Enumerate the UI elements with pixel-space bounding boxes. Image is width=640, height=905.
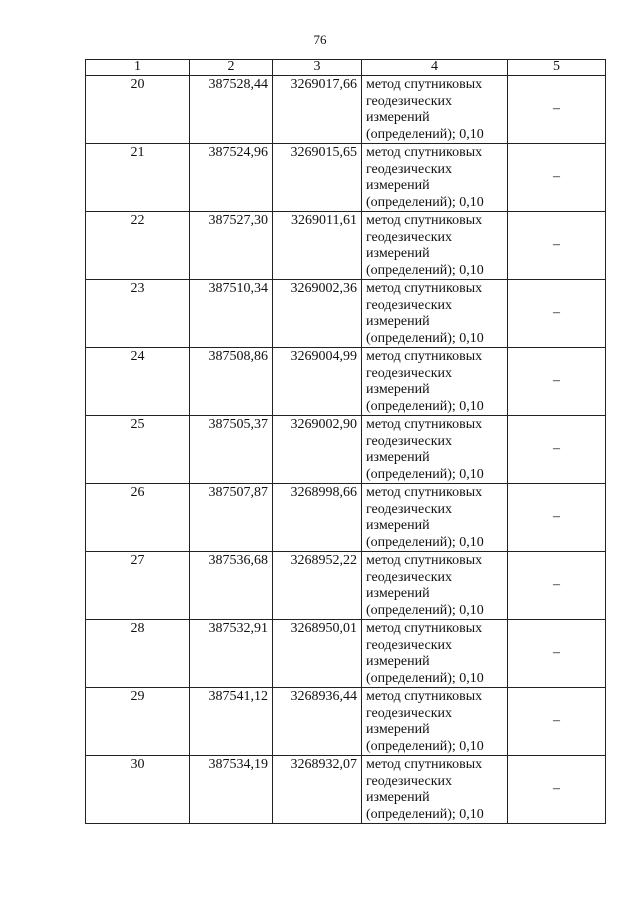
point-number-cell: 22 bbox=[86, 212, 190, 280]
table-row bbox=[86, 756, 606, 824]
note-cell: – bbox=[508, 620, 606, 688]
method-text-line: геодезических bbox=[366, 637, 453, 653]
method-text-line: измерений bbox=[366, 246, 430, 261]
method-text-line: (определений); 0,10 bbox=[366, 466, 484, 482]
method-cell bbox=[362, 416, 508, 484]
column-header: 2 bbox=[190, 60, 273, 76]
method-text-line: метод спутниковых bbox=[366, 145, 483, 160]
method-text-line: измерений bbox=[366, 722, 430, 737]
x-coordinate-cell: 387534,19 bbox=[190, 756, 273, 824]
method-text-line: (определений); 0,10 bbox=[366, 534, 484, 550]
x-coordinate-cell: 387524,96 bbox=[190, 144, 273, 212]
point-number-cell: 23 bbox=[86, 280, 190, 348]
method-text-line: геодезических bbox=[366, 773, 453, 789]
method-text-line: геодезических bbox=[366, 161, 453, 177]
x-coordinate-cell: 387541,12 bbox=[190, 688, 273, 756]
method-text-line: (определений); 0,10 bbox=[366, 738, 484, 754]
table-row bbox=[86, 416, 606, 484]
y-coordinate-cell: 3269002,36 bbox=[273, 280, 362, 348]
method-text-line: (определений); 0,10 bbox=[366, 330, 484, 346]
method-text-line: (определений); 0,10 bbox=[366, 126, 484, 142]
y-coordinate-cell: 3268950,01 bbox=[273, 620, 362, 688]
note-cell: – bbox=[508, 756, 606, 824]
point-number-cell: 24 bbox=[86, 348, 190, 416]
method-cell bbox=[362, 688, 508, 756]
method-cell bbox=[362, 756, 508, 824]
method-text-line: метод спутниковых bbox=[366, 757, 483, 772]
y-coordinate-cell: 3268936,44 bbox=[273, 688, 362, 756]
method-text-line: метод спутниковых bbox=[366, 689, 483, 704]
method-cell bbox=[362, 212, 508, 280]
y-coordinate-cell: 3269011,61 bbox=[273, 212, 362, 280]
x-coordinate-cell: 387505,37 bbox=[190, 416, 273, 484]
method-text-line: (определений); 0,10 bbox=[366, 194, 484, 210]
method-text-line: геодезических bbox=[366, 93, 453, 109]
method-text-line: измерений bbox=[366, 790, 430, 805]
method-text-line: измерений bbox=[366, 178, 430, 193]
method-text-line: (определений); 0,10 bbox=[366, 262, 484, 278]
table-row bbox=[86, 552, 606, 620]
point-number-cell: 25 bbox=[86, 416, 190, 484]
x-coordinate-cell: 387532,91 bbox=[190, 620, 273, 688]
column-header: 3 bbox=[273, 60, 362, 76]
method-cell bbox=[362, 76, 508, 144]
table-row bbox=[86, 688, 606, 756]
method-text-line: измерений bbox=[366, 654, 430, 669]
y-coordinate-cell: 3268998,66 bbox=[273, 484, 362, 552]
method-text-line: измерений bbox=[366, 110, 430, 125]
column-header: 5 bbox=[508, 60, 606, 76]
method-text-line: геодезических bbox=[366, 365, 453, 381]
method-text-line: измерений bbox=[366, 382, 430, 397]
method-text-line: метод спутниковых bbox=[366, 553, 483, 568]
note-cell: – bbox=[508, 484, 606, 552]
method-text-line: метод спутниковых bbox=[366, 77, 483, 92]
note-cell: – bbox=[508, 212, 606, 280]
column-header: 1 bbox=[86, 60, 190, 76]
method-text-line: метод спутниковых bbox=[366, 485, 483, 500]
method-cell bbox=[362, 144, 508, 212]
method-text-line: измерений bbox=[366, 450, 430, 465]
method-text-line: метод спутниковых bbox=[366, 213, 483, 228]
x-coordinate-cell: 387508,86 bbox=[190, 348, 273, 416]
method-text-line: геодезических bbox=[366, 433, 453, 449]
method-cell bbox=[362, 552, 508, 620]
method-text-line: геодезических bbox=[366, 297, 453, 313]
note-cell: – bbox=[508, 280, 606, 348]
method-text-line: (определений); 0,10 bbox=[366, 806, 484, 822]
method-text-line: (определений); 0,10 bbox=[366, 602, 484, 618]
point-number-cell: 30 bbox=[86, 756, 190, 824]
y-coordinate-cell: 3269015,65 bbox=[273, 144, 362, 212]
method-cell bbox=[362, 348, 508, 416]
method-text-line: метод спутниковых bbox=[366, 281, 483, 296]
point-number-cell: 21 bbox=[86, 144, 190, 212]
coordinates-table bbox=[85, 59, 606, 824]
x-coordinate-cell: 387528,44 bbox=[190, 76, 273, 144]
y-coordinate-cell: 3269017,66 bbox=[273, 76, 362, 144]
y-coordinate-cell: 3268952,22 bbox=[273, 552, 362, 620]
method-cell bbox=[362, 280, 508, 348]
table-row bbox=[86, 484, 606, 552]
table-row bbox=[86, 620, 606, 688]
method-text-line: измерений bbox=[366, 586, 430, 601]
y-coordinate-cell: 3269004,99 bbox=[273, 348, 362, 416]
method-text-line: геодезических bbox=[366, 501, 453, 517]
method-text-line: метод спутниковых bbox=[366, 621, 483, 636]
y-coordinate-cell: 3269002,90 bbox=[273, 416, 362, 484]
table-row bbox=[86, 280, 606, 348]
method-text-line: (определений); 0,10 bbox=[366, 398, 484, 414]
header-row bbox=[86, 60, 606, 76]
column-header: 4 bbox=[362, 60, 508, 76]
y-coordinate-cell: 3268932,07 bbox=[273, 756, 362, 824]
note-cell: – bbox=[508, 76, 606, 144]
note-cell: – bbox=[508, 416, 606, 484]
point-number-cell: 29 bbox=[86, 688, 190, 756]
x-coordinate-cell: 387507,87 bbox=[190, 484, 273, 552]
note-cell: – bbox=[508, 552, 606, 620]
method-text-line: метод спутниковых bbox=[366, 349, 483, 364]
method-text-line: геодезических bbox=[366, 705, 453, 721]
point-number-cell: 28 bbox=[86, 620, 190, 688]
method-text-line: измерений bbox=[366, 518, 430, 533]
method-text-line: метод спутниковых bbox=[366, 417, 483, 432]
method-text-line: измерений bbox=[366, 314, 430, 329]
point-number-cell: 26 bbox=[86, 484, 190, 552]
point-number-cell: 27 bbox=[86, 552, 190, 620]
table-row bbox=[86, 348, 606, 416]
note-cell: – bbox=[508, 688, 606, 756]
page-number: 76 bbox=[313, 32, 327, 47]
table-row bbox=[86, 76, 606, 144]
x-coordinate-cell: 387527,30 bbox=[190, 212, 273, 280]
x-coordinate-cell: 387536,68 bbox=[190, 552, 273, 620]
point-number-cell: 20 bbox=[86, 76, 190, 144]
table-body bbox=[86, 76, 606, 824]
note-cell: – bbox=[508, 144, 606, 212]
x-coordinate-cell: 387510,34 bbox=[190, 280, 273, 348]
note-cell: – bbox=[508, 348, 606, 416]
method-cell bbox=[362, 620, 508, 688]
method-text-line: (определений); 0,10 bbox=[366, 670, 484, 686]
method-text-line: геодезических bbox=[366, 229, 453, 245]
method-text-line: геодезических bbox=[366, 569, 453, 585]
method-cell bbox=[362, 484, 508, 552]
table-row bbox=[86, 212, 606, 280]
table-row bbox=[86, 144, 606, 212]
